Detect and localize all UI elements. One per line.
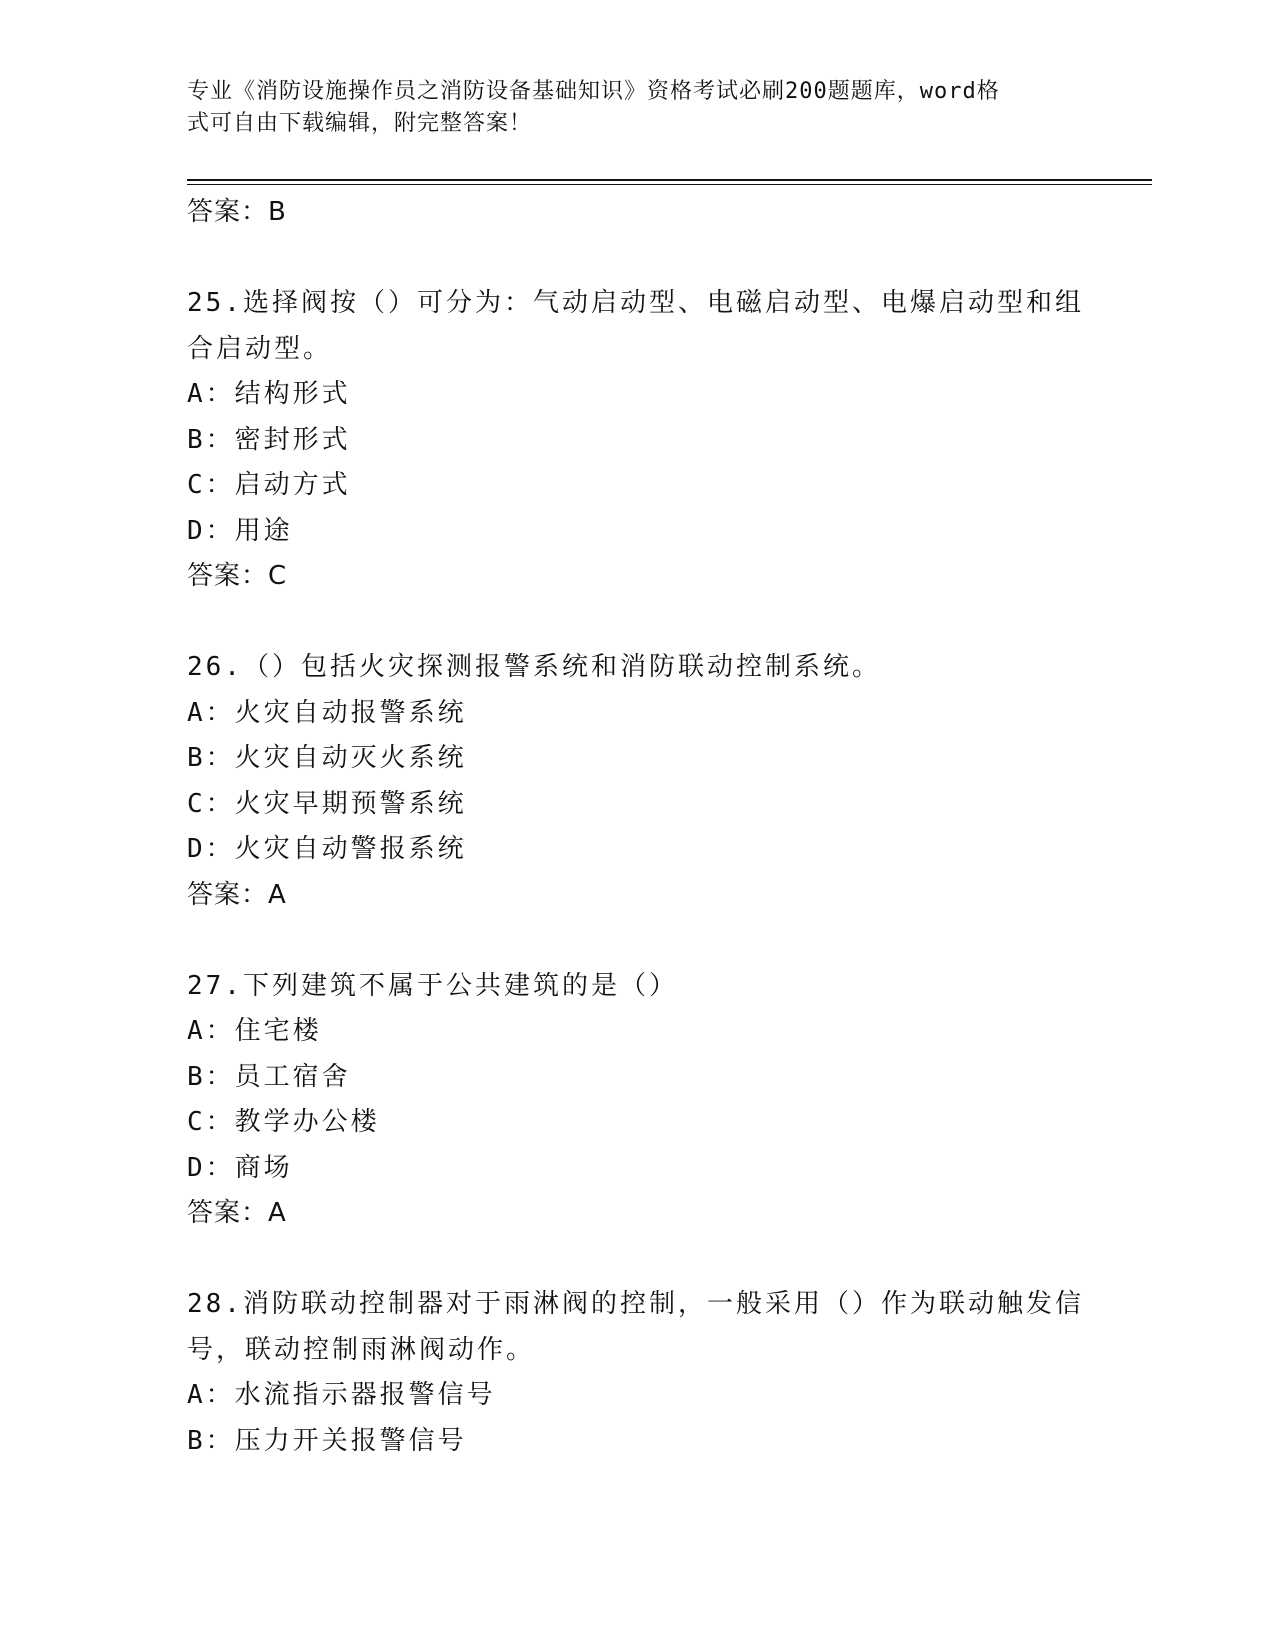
option-b: B：密封形式 (187, 424, 351, 455)
header-rule-thin (187, 184, 1152, 185)
question-stem: 25.选择阀按（）可分为：气动启动型、电磁启动型、电爆启动型和组 (187, 288, 1084, 318)
option-a: A：住宅楼 (187, 1016, 322, 1046)
answer-line: 答案：C (187, 561, 288, 591)
option-a: A：结构形式 (187, 379, 351, 409)
answer-line: 答案：B (187, 197, 287, 227)
option-a: A：水流指示器报警信号 (187, 1380, 496, 1410)
option-b: B：员工宿舍 (187, 1061, 351, 1092)
question-list (187, 190, 1087, 1464)
header-line-2: 式可自由下载编辑，附完整答案！ (187, 111, 533, 136)
question-25 (187, 281, 1087, 600)
question-26 (187, 645, 1087, 918)
option-b: B：火灾自动灭火系统 (187, 743, 467, 773)
document-header (187, 76, 1067, 140)
question-27 (187, 964, 1087, 1237)
answer-line: 答案：A (187, 1198, 287, 1228)
option-b: B：压力开关报警信号 (187, 1425, 467, 1456)
header-line-1: 专业《消防设施操作员之消防设备基础知识》资格考试必刷200题题库，word格 (187, 79, 1000, 104)
option-d: D：火灾自动警报系统 (187, 834, 467, 864)
question-stem: 26.（）包括火灾探测报警系统和消防联动控制系统。 (187, 652, 881, 682)
option-d: D：商场 (187, 1152, 293, 1183)
question-stem: 27.下列建筑不属于公共建筑的是（） (187, 970, 678, 1001)
answer-line: 答案：A (187, 879, 287, 910)
question-28 (187, 1282, 1087, 1464)
question-stem-cont: 合启动型。 (187, 333, 333, 364)
header-rule-thick (187, 179, 1152, 181)
question-stem: 28.消防联动控制器对于雨淋阀的控制，一般采用（）作为联动触发信 (187, 1289, 1084, 1319)
question-stem-cont: 号，联动控制雨淋阀动作。 (187, 1334, 536, 1365)
option-a: A：火灾自动报警系统 (187, 697, 467, 728)
option-c: C：教学办公楼 (187, 1107, 380, 1137)
option-d: D：用途 (187, 515, 293, 546)
option-c: C：启动方式 (187, 470, 351, 500)
option-c: C：火灾早期预警系统 (187, 788, 467, 819)
